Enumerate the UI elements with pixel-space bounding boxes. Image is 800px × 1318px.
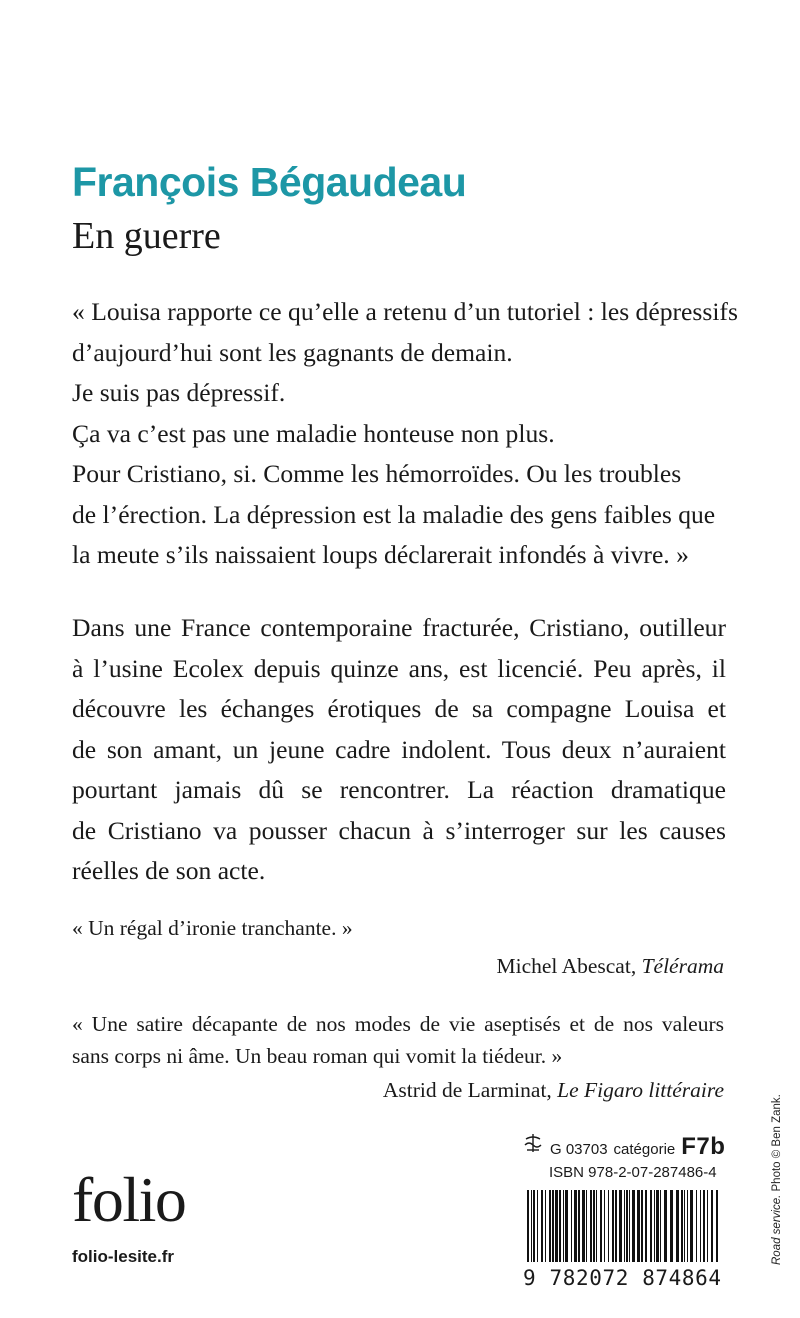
book-title: En guerre [72, 215, 221, 257]
review-line: sans corps ni âme. Un beau roman qui vomit la tiédeur. » [72, 1044, 563, 1068]
catalog-code: G 03703 [550, 1141, 608, 1158]
photo-credit [770, 1094, 784, 1265]
barcode-bar [676, 1190, 679, 1262]
barcode-bar [549, 1190, 551, 1262]
barcode-bar [684, 1190, 685, 1262]
review-line: « Une satire décapante de nos modes de vie aseptisés et de nos valeurs [72, 1012, 724, 1036]
critic-name: Michel Abescat, [496, 954, 642, 978]
summary-line: découvre les échanges érotiques de sa compagne Louisa et [72, 694, 726, 723]
barcode-bar [660, 1190, 661, 1262]
barcode-bar [537, 1190, 538, 1262]
barcode-bar [590, 1190, 592, 1262]
barcode-bar [559, 1190, 561, 1262]
summary-line: de Cristiano va pousser chacun à s’interroger sur les causes [72, 815, 726, 845]
review-credit-1 [496, 950, 724, 982]
summary-line: de son amant, un jeune cadre indolent. Tous deux n’auraient [72, 734, 726, 764]
barcode-bar [626, 1190, 628, 1262]
catalog-code-row [522, 1132, 725, 1162]
review-quote-1 [72, 912, 724, 944]
excerpt-line: Pour Cristiano, si. Comme les hémorroïdes. Ou les troubles [72, 459, 682, 488]
barcode-bar [711, 1190, 713, 1262]
isbn: ISBN 978-2-07-287486-4 [549, 1164, 717, 1181]
barcode-bar [687, 1190, 688, 1262]
barcode-bar [565, 1190, 568, 1262]
barcode-bar [552, 1190, 554, 1262]
barcode-bar [650, 1190, 652, 1262]
summary-line: Dans une France contemporaine fracturée, Cristiano, outilleur [72, 613, 726, 642]
category-label: catégorie [613, 1141, 676, 1158]
summary-line: pourtant jamais dû se rencontrer. La réaction dramatique [72, 775, 726, 804]
barcode-bar [619, 1190, 622, 1262]
barcode-bar [696, 1190, 697, 1262]
barcode-bar [604, 1190, 605, 1262]
barcode-bar [574, 1190, 577, 1262]
barcode-bar [545, 1190, 546, 1262]
barcode-bar [541, 1190, 543, 1262]
summary-line: réelles de son acte. [72, 856, 266, 885]
barcode-bar [664, 1190, 667, 1262]
critic-name: Astrid de Larminat, [382, 1078, 558, 1102]
barcode-bar [612, 1190, 614, 1262]
barcode-bar [700, 1190, 701, 1262]
barcode-bar [716, 1190, 718, 1262]
excerpt-line: de l’érection. La dépression est la maladie des gens faibles que [72, 499, 716, 529]
summary-line: à l’usine Ecolex depuis quinze ans, est licencié. Peu après, il [72, 653, 726, 683]
barcode-bar [593, 1190, 595, 1262]
publisher-website: folio-lesite.fr [72, 1247, 175, 1266]
publication-name: Télérama [641, 954, 724, 978]
barcode-bar [578, 1190, 580, 1262]
barcode-bar [608, 1190, 609, 1262]
barcode-bar [624, 1190, 625, 1262]
credit-service: Road service. [771, 1194, 783, 1265]
barcode-bar [645, 1190, 647, 1262]
barcode-bar [586, 1190, 587, 1262]
barcode-bar [582, 1190, 585, 1262]
barcode-bar [670, 1190, 673, 1262]
barcode-bar [654, 1190, 655, 1262]
book-summary [72, 608, 726, 892]
excerpt-line: Je suis pas dépressif. [72, 378, 286, 407]
barcode-bar [531, 1190, 532, 1262]
excerpt-line: la meute s’ils naissaient loups déclarerait infondés à vivre. » [72, 540, 689, 569]
barcode-bar [681, 1190, 683, 1262]
barcode-bar [571, 1190, 572, 1262]
barcode-bar [596, 1190, 597, 1262]
credit-photo: Photo © Ben Zank. [771, 1094, 783, 1195]
barcode-bar [555, 1190, 558, 1262]
barcode-bar [707, 1190, 708, 1262]
review-line: « Un régal d’ironie tranchante. » [72, 916, 353, 940]
barcode-bar [527, 1190, 529, 1262]
author-name: François Bégaudeau [72, 159, 467, 205]
barcode-bar [641, 1190, 643, 1262]
review-quote-2 [72, 1008, 724, 1072]
barcode-bar [703, 1190, 705, 1262]
barcode-bar [629, 1190, 630, 1262]
review-credit-2 [383, 1074, 724, 1106]
excerpt-quote [72, 292, 738, 576]
publication-name: Le Figaro littéraire [557, 1078, 724, 1102]
barcode-bar [615, 1190, 617, 1262]
barcode-bar [656, 1190, 659, 1262]
barcode-bar [600, 1190, 602, 1262]
barcode-bar [533, 1190, 535, 1262]
excerpt-line: « Louisa rapporte ce qu’elle a retenu d’un tutoriel : les dépressifs [72, 297, 738, 326]
barcode-bar [637, 1190, 640, 1262]
excerpt-line: Ça va c’est pas une maladie honteuse non plus. [72, 418, 555, 448]
folio-logo: folio [72, 1164, 186, 1235]
barcode-bar [690, 1190, 693, 1262]
category-code: F7b [681, 1133, 726, 1160]
barcode-bar [632, 1190, 635, 1262]
barcode-bar [563, 1190, 564, 1262]
barcode-digits: 9 782072 874864 [523, 1266, 722, 1290]
folio-emblem-icon [522, 1132, 544, 1154]
excerpt-line: d’aujourd’hui sont les gagnants de demain. [72, 337, 513, 367]
